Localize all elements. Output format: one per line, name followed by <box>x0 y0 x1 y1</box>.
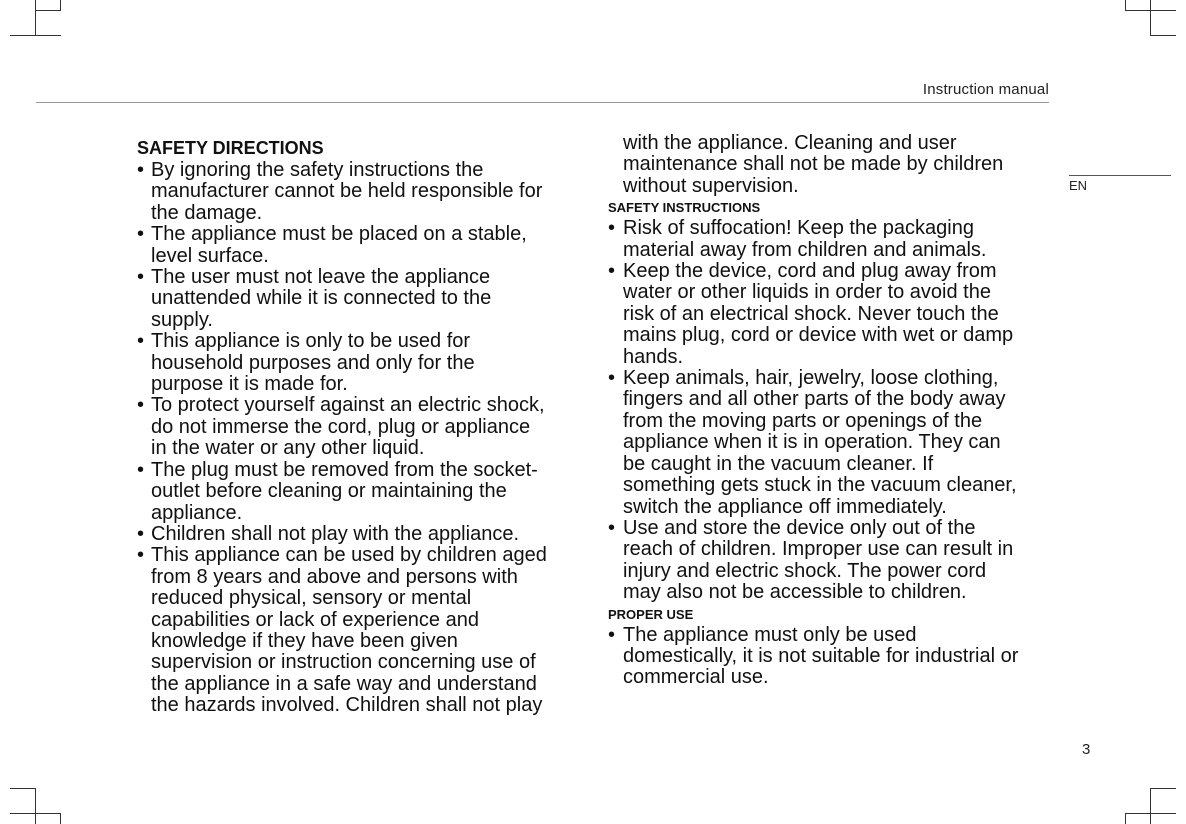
header-divider <box>36 102 1049 103</box>
list-item-text: Risk of suffocation! Keep the packaging material away from children and animals. <box>623 217 987 261</box>
list-item-text: By ignoring the safety instructions the manufacturer cannot be held responsible for the damage. <box>151 159 543 224</box>
section-heading-safety-instructions: SAFETY INSTRUCTIONS <box>608 200 761 216</box>
crop-mark-bottom-right <box>1125 813 1176 814</box>
list-item <box>137 160 587 224</box>
list-item-text: The user must not leave the appliance unattended while it is connected to the supply. <box>151 266 492 331</box>
bullet-icon: • <box>608 516 616 539</box>
list-item <box>608 368 1058 518</box>
list-item-text: Use and store the device only out of the reach of children. Improper use can result in injury and electric shock. The power cord may also not be accessible to children. <box>623 516 1014 604</box>
list-item <box>137 395 587 459</box>
bullet-icon: • <box>608 367 616 390</box>
list-item-text: Children shall not play with the appliance. <box>151 522 519 545</box>
page-number: 3 <box>1082 741 1091 758</box>
crop-mark-bottom-left <box>60 813 61 824</box>
list-item <box>137 224 587 267</box>
list-item <box>137 267 587 331</box>
language-tag: EN <box>1069 178 1088 193</box>
crop-mark-bottom-right <box>1150 788 1151 824</box>
list-item <box>137 331 587 395</box>
bullet-icon: • <box>608 217 616 240</box>
crop-mark-top-right <box>1150 0 1151 36</box>
list-item <box>137 524 587 545</box>
right-column <box>608 133 1058 689</box>
safety-directions-list <box>137 160 587 717</box>
list-item-text: This appliance is only to be used for household purposes and only for the purpose it is made for. <box>151 330 475 396</box>
bullet-icon: • <box>137 394 145 417</box>
list-item-text: The appliance must only be used domestically, it is not suitable for industrial or commercial use. <box>623 623 1019 689</box>
list-item <box>608 261 1058 368</box>
list-item <box>608 218 1058 261</box>
safety-instructions-list <box>608 218 1058 603</box>
list-item-text: Keep the device, cord and plug away from water or other liquids in order to avoid the risk of an electrical shock. Never touch the mains plug, cord or device with wet or damp hands. <box>623 260 1014 368</box>
document-header-title: Instruction manual <box>922 81 1049 98</box>
bullet-icon: • <box>608 260 616 283</box>
list-item-text: The plug must be removed from the socket- outlet before cleaning or maintaining the appliance. <box>151 458 538 524</box>
language-tab-divider <box>1069 175 1171 176</box>
crop-mark-bottom-left <box>10 788 36 789</box>
crop-mark-top-left <box>60 0 61 11</box>
crop-mark-bottom-left <box>10 813 61 814</box>
bullet-icon: • <box>137 330 145 353</box>
crop-mark-bottom-right <box>1125 813 1126 824</box>
bullet-icon: • <box>137 266 145 289</box>
crop-mark-top-left <box>35 10 61 11</box>
list-item-text: This appliance can be used by children aged from 8 years and above and persons with reduced physical, sensory or mental capabilities or lack of experience and knowledge if they have been given supervision or instruction concerning use of the appliance in a safe way and understand the hazards involved. Children shall not play <box>151 544 547 717</box>
left-column <box>137 137 587 717</box>
bullet-icon: • <box>608 623 616 646</box>
section-heading-proper-use: PROPER USE <box>608 606 694 622</box>
list-item-text: To protect yourself against an electric shock, do not immerse the cord, plug or appliance in the water or any other liquid. <box>151 394 545 460</box>
crop-mark-top-left <box>35 0 36 36</box>
list-item-text: Keep animals, hair, jewelry, loose clothing, fingers and all other parts of the body away from the moving parts or openings of the appliance when it is in operation. They can be caught in the vacuum cleaner. If something gets stuck in the vacuum cleaner, switch the appliance off immediately. <box>623 367 1017 518</box>
bullet-icon: • <box>137 458 145 481</box>
crop-mark-bottom-right <box>1150 788 1176 789</box>
bullet-icon: • <box>137 159 145 181</box>
crop-mark-bottom-left <box>35 788 36 824</box>
list-item-text: The appliance must be placed on a stable, level surface. <box>151 223 527 267</box>
list-item <box>608 518 1058 604</box>
bullet-icon: • <box>137 522 145 545</box>
continued-paragraph: with the appliance. Cleaning and user maintenance shall not be made by children without supervision. <box>623 132 1004 197</box>
bullet-icon: • <box>137 544 145 567</box>
bullet-icon: • <box>137 223 145 246</box>
crop-mark-top-right <box>1125 0 1126 11</box>
crop-mark-top-right <box>1150 35 1176 36</box>
list-item <box>608 625 1058 689</box>
section-heading-safety-directions: SAFETY DIRECTIONS <box>137 138 324 158</box>
list-item <box>137 545 587 716</box>
proper-use-list <box>608 625 1058 689</box>
list-item <box>137 460 587 524</box>
